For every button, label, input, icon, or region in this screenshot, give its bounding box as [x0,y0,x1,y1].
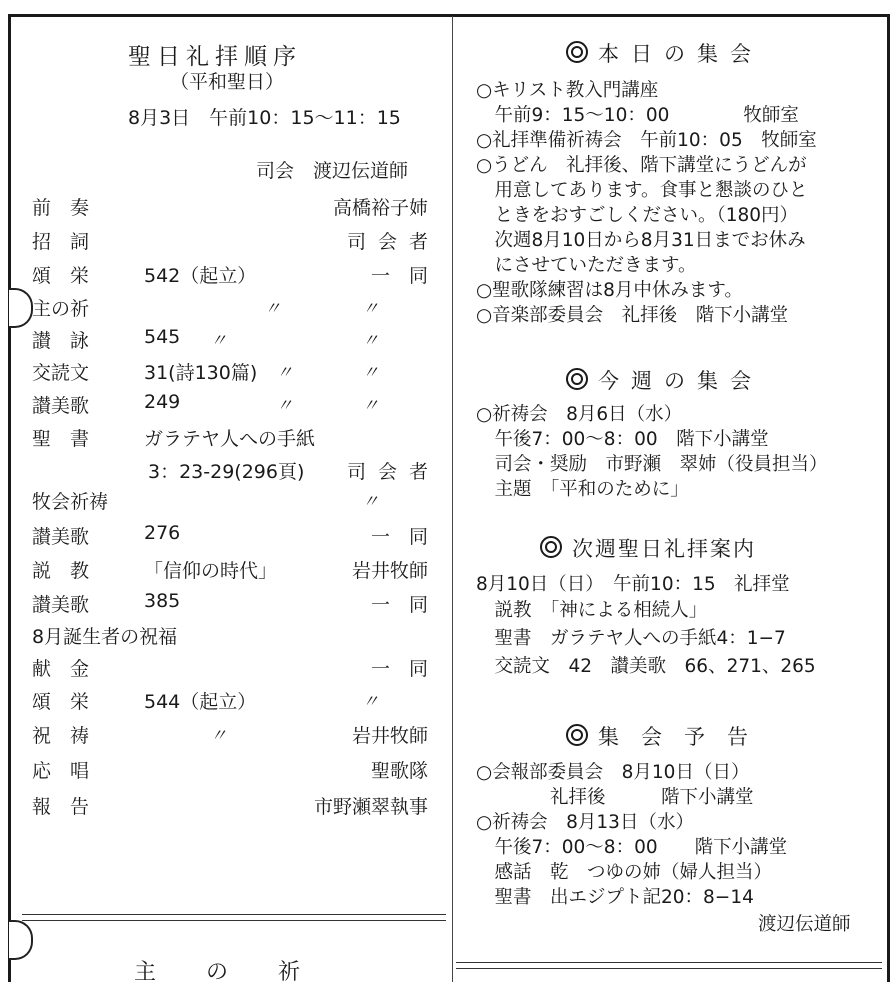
order-label: 交読文 [32,362,90,384]
order-person: 一 同 [370,594,428,616]
order-row [32,654,428,684]
lords-prayer-title: 主の祈 [134,960,351,985]
next-line: 聖書 ガラテヤ人への手紙4：1−7 [476,628,786,649]
ditto-mark: 〃 [210,726,227,746]
order-detail: 3：23-29(296頁) [148,461,305,483]
order-person: 岩井牧師 [351,560,428,582]
order-person: 司会者 [346,231,440,253]
order-row [32,687,428,717]
week-line: 主題 「平和のために」 [476,479,689,500]
today-line: ときをおすごしください。（180円） [476,205,799,226]
order-label: 讃 詠 [32,330,90,352]
notice-signature: 渡辺伝道師 [758,914,851,935]
today-line: 午前9：15〜10：00 牧師室 [476,105,799,126]
next-service-title: 次週聖日礼拝案内 [540,533,756,563]
order-person: 司会者 [346,461,440,483]
order-detail: 385 [144,590,181,612]
order-row [32,721,428,751]
order-label: 讃美歌 [32,526,90,548]
next-line: 交読文 42 讃美歌 66、271、265 [476,656,816,677]
order-label: 頌 栄 [32,691,90,713]
today-line: ○キリスト教入門講座 [476,80,659,101]
week-line: 午後7：00〜8：00 階下小講堂 [476,429,769,450]
next-line: 説教 「神による相続人」 [476,600,708,621]
order-row [32,622,428,652]
order-label: 8月誕生者の祝福 [32,626,178,648]
notice-line: ○会報部委員会 8月10日（日） [476,762,750,783]
today-line: ○音楽部委員会 礼拝後 階下小講堂 [476,305,789,326]
order-row [32,391,428,421]
week-meetings-title: 今週の集会 [566,365,763,395]
ditto-mark: 〃 [362,396,379,416]
ditto-mark: 〃 [276,363,293,383]
order-detail: 31(詩130篇) [144,362,258,384]
order-person: 市野瀬翠執事 [313,796,428,818]
order-label: 献 金 [32,658,90,680]
notice-line: 聖書 出エジプト記20：8−14 [476,887,754,908]
right-border [887,14,890,982]
worship-subtitle: （平和聖日） [170,71,285,93]
order-label: 報 告 [32,796,90,818]
binding-notch [9,920,33,960]
order-row [32,590,428,620]
order-label: 讃美歌 [32,395,90,417]
double-circle-icon [566,41,588,63]
order-row [32,227,440,257]
order-detail: 「信仰の時代」 [144,560,278,582]
section-rule [456,962,882,969]
order-label: 説 教 [32,560,90,582]
binding-notch [9,288,33,328]
ditto-mark: 〃 [276,396,293,416]
order-label: 祝 祷 [32,725,90,747]
order-label: 牧会祈祷 [32,491,109,513]
order-person: 一 同 [370,526,428,548]
order-label: 主の祈 [32,298,90,320]
today-line: にさせていただきます。 [476,255,697,276]
presider: 司会 渡辺伝道師 [256,160,409,182]
order-row [32,457,440,487]
order-row [32,193,428,223]
double-circle-icon [566,724,588,746]
order-label: 応 唱 [32,760,90,782]
order-person: 高橋裕子姉 [332,197,428,219]
order-row [32,424,428,454]
notice-line: 午後7：00〜8：00 階下小講堂 [476,837,788,858]
notice-line: 礼拝後 階下小講堂 [476,787,754,808]
left-border [8,14,11,982]
today-meetings-title: 本日の集会 [566,38,763,68]
order-row [32,261,428,291]
column-divider [452,16,453,982]
worship-order-title: 聖日礼拝順序 [128,44,302,70]
order-row [32,358,428,388]
order-row [32,294,428,324]
today-line: ○礼拝準備祈祷会 午前10：05 牧師室 [476,130,817,151]
ditto-mark: 〃 [264,299,281,319]
next-line: 8月10日（日） 午前10：15 礼拝堂 [476,574,790,595]
order-person: 聖歌隊 [370,760,428,782]
today-line: 用意してあります。食事と懇談のひと [476,180,808,201]
order-row [32,556,428,586]
today-line: ○聖歌隊練習は8月中休みます。 [476,280,743,301]
order-person: 一 同 [370,265,428,287]
order-label: 讃美歌 [32,594,90,616]
section-rule [22,914,446,921]
order-person: 一 同 [370,658,428,680]
today-line: ○うどん 礼拝後、階下講堂にうどんが [476,155,807,176]
order-label: 聖 書 [32,428,90,450]
order-label: 前 奏 [32,197,90,219]
order-person: 岩井牧師 [351,725,428,747]
notice-line: ○祈祷会 8月13日（水） [476,812,694,833]
notice-line: 感話 乾 つゆの姉（婦人担当） [476,862,773,883]
order-detail: 544（起立） [144,691,257,713]
order-detail: ガラテヤ人への手紙 [144,428,316,450]
week-line: 司会・奨励 市野瀬 翠姉（役員担当） [476,454,828,475]
ditto-mark: 〃 [362,692,379,712]
week-line: ○祈祷会 8月6日（水） [476,404,683,425]
ditto-mark: 〃 [210,331,227,351]
order-label: 招 詞 [32,231,90,253]
double-circle-icon [540,536,562,558]
top-border [8,14,890,17]
order-label: 頌 栄 [32,265,90,287]
ditto-mark: 〃 [362,299,379,319]
order-detail: 542（起立） [144,265,257,287]
order-detail: 545 [144,326,181,348]
order-row [32,756,428,786]
ditto-mark: 〃 [362,363,379,383]
order-detail: 276 [144,522,181,544]
order-row [32,326,428,356]
order-detail: 249 [144,391,181,413]
double-circle-icon [566,368,588,390]
worship-date: 8月3日 午前10：15〜11：15 [128,107,401,129]
order-row [32,522,428,552]
upcoming-meetings-title: 集会予告 [566,721,770,751]
order-row [32,792,428,822]
ditto-mark: 〃 [362,492,379,512]
ditto-mark: 〃 [362,331,379,351]
today-line: 次週8月10日から8月31日までお休み [476,230,806,251]
order-row [32,487,428,517]
